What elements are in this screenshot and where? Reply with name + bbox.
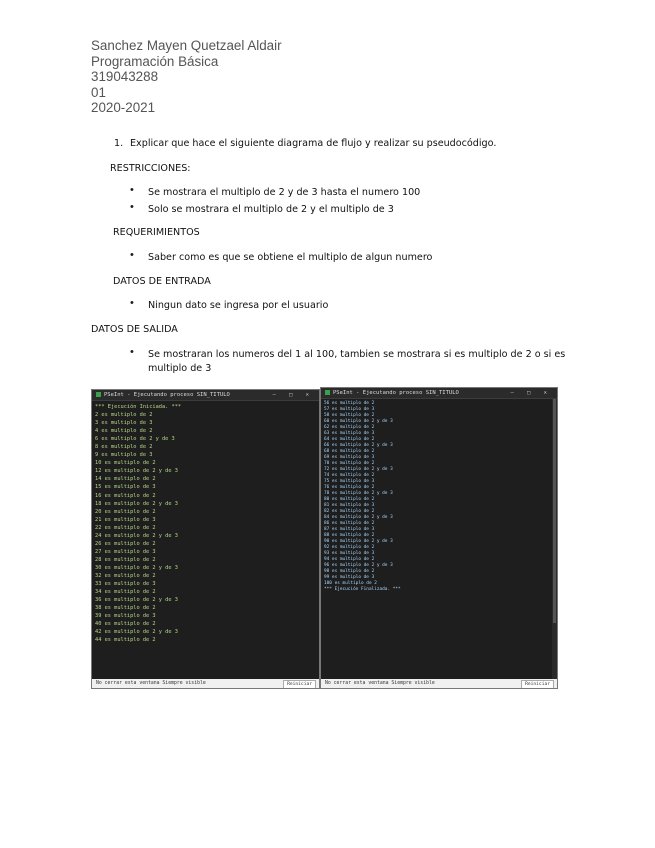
output-line: 96 es multiplo de 2 y de 3 — [324, 562, 393, 568]
output-line: 21 es multiplo de 3 — [95, 516, 156, 523]
output-line: 12 es multiplo de 2 y de 3 — [95, 468, 178, 475]
output-line: 76 es multiplo de 2 — [324, 484, 375, 490]
item-text: Explicar que hace el siguiente diagrama de flujo y realizar su pseudocódigo. — [130, 138, 497, 149]
output-line: 74 es multiplo de 2 — [324, 472, 375, 478]
output-line: 78 es multiplo de 2 y de 3 — [324, 490, 393, 496]
output-line: 58 es multiplo de 2 — [324, 412, 375, 418]
output-line: 64 es multiplo de 2 — [324, 436, 375, 442]
restart-button[interactable]: Reiniciar — [283, 680, 316, 689]
terminal-window-left — [91, 389, 320, 689]
output-line: 75 es multiplo de 3 — [324, 478, 375, 484]
terminal-title: PSeInt - Ejecutando proceso SIN_TITULO — [333, 390, 459, 396]
output-line: 87 es multiplo de 3 — [324, 526, 375, 532]
output-line: 81 es multiplo de 3 — [324, 502, 375, 508]
output-line: 8 es multiplo de 2 — [95, 444, 153, 451]
bullet-icon: • — [130, 249, 134, 261]
status-options[interactable]: No cerrar esta ventana Siempre visible — [325, 681, 435, 686]
output-line: 99 es multiplo de 3 — [324, 574, 375, 580]
output-line: 16 es multiplo de 2 — [95, 492, 156, 499]
entrada-item-1: Ningun dato se ingresa por el usuario — [148, 300, 329, 311]
salida-title: DATOS DE SALIDA — [91, 324, 178, 335]
output-line: 86 es multiplo de 2 — [324, 520, 375, 526]
entrada-title: DATOS DE ENTRADA — [113, 276, 211, 287]
school-year: 2020-2021 — [91, 100, 156, 115]
window-controls[interactable]: — □ ✕ — [272, 392, 314, 398]
terminal-titlebar — [321, 388, 557, 399]
output-line: *** Ejecución Finalizada. *** — [324, 586, 401, 592]
group-number: 01 — [91, 84, 106, 100]
terminal-window-right — [320, 387, 558, 689]
student-name: Sanchez Mayen Quetzael Aldair — [91, 38, 282, 53]
output-line: 33 es multiplo de 3 — [95, 581, 156, 588]
terminal-statusbar — [321, 679, 557, 688]
output-line: 26 es multiplo de 2 — [95, 540, 156, 547]
app-icon — [325, 390, 330, 395]
output-line: 42 es multiplo de 2 y de 3 — [95, 629, 178, 636]
bullet-icon: • — [130, 297, 134, 309]
requerimientos-title: REQUERIMIENTOS — [113, 227, 200, 238]
output-line: 88 es multiplo de 2 — [324, 532, 375, 538]
salida-item-1: Se mostraran los numeros del 1 al 100, tambien se mostrara si es multiplo de 2 o si es multiplo de 3 — [148, 349, 566, 374]
scrollbar[interactable] — [552, 399, 557, 679]
output-line: 39 es multiplo de 3 — [95, 613, 156, 620]
item-number: 1. — [114, 138, 124, 149]
output-line: 94 es multiplo de 2 — [324, 556, 375, 562]
output-line: 10 es multiplo de 2 — [95, 460, 156, 467]
output-line: 32 es multiplo de 2 — [95, 572, 156, 579]
requerimiento-item-1: Saber como es que se obtiene el multiplo de algun numero — [148, 252, 433, 263]
output-line: 84 es multiplo de 2 y de 3 — [324, 514, 393, 520]
output-line: 92 es multiplo de 2 — [324, 544, 375, 550]
output-line: 2 es multiplo de 2 — [95, 412, 153, 419]
terminal-statusbar — [92, 679, 319, 688]
output-line: 63 es multiplo de 3 — [324, 430, 375, 436]
output-line: 70 es multiplo de 2 — [324, 460, 375, 466]
output-line: 40 es multiplo de 2 — [95, 621, 156, 628]
output-line: 68 es multiplo de 2 — [324, 448, 375, 454]
output-line: 15 es multiplo de 3 — [95, 484, 156, 491]
output-line: 20 es multiplo de 2 — [95, 508, 156, 515]
output-line: 66 es multiplo de 2 y de 3 — [324, 442, 393, 448]
output-line: 57 es multiplo de 3 — [324, 406, 375, 412]
bullet-icon: • — [130, 201, 134, 213]
output-line: 38 es multiplo de 2 — [95, 605, 156, 612]
terminal-title: PSeInt - Ejecutando proceso SIN_TITULO — [104, 392, 230, 398]
output-line: 56 es multiplo de 2 — [324, 401, 375, 406]
restart-button[interactable]: Reiniciar — [521, 680, 554, 689]
output-line: 9 es multiplo de 3 — [95, 452, 153, 459]
output-line: 34 es multiplo de 2 — [95, 589, 156, 596]
output-line: 80 es multiplo de 2 — [324, 496, 375, 502]
output-line: 72 es multiplo de 2 y de 3 — [324, 466, 393, 472]
output-line: 98 es multiplo de 2 — [324, 568, 375, 574]
output-line: 93 es multiplo de 3 — [324, 550, 375, 556]
restriccion-item-2: Solo se mostrara el multiplo de 2 y el multiplo de 3 — [148, 204, 394, 215]
course-name: Programación Básica — [91, 53, 219, 69]
output-line: 44 es multiplo de 2 — [95, 637, 156, 644]
output-line: 14 es multiplo de 2 — [95, 476, 156, 483]
bullet-icon: • — [130, 346, 134, 358]
output-line: 82 es multiplo de 2 — [324, 508, 375, 514]
account-number: 319043288 — [91, 69, 159, 84]
terminal-output — [92, 401, 319, 646]
output-line: 24 es multiplo de 2 y de 3 — [95, 532, 178, 539]
bullet-icon: • — [130, 184, 134, 196]
output-line: 69 es multiplo de 3 — [324, 454, 375, 460]
output-line: 4 es multiplo de 2 — [95, 428, 153, 435]
output-line: 22 es multiplo de 2 — [95, 524, 156, 531]
terminal-titlebar — [92, 390, 319, 401]
restriccion-item-1: Se mostrara el multiplo de 2 y de 3 hasta el numero 100 — [148, 187, 421, 198]
output-line: 3 es multiplo de 3 — [95, 420, 153, 427]
output-line: 100 es multiplo de 2 — [324, 580, 377, 586]
output-line: 18 es multiplo de 2 y de 3 — [95, 500, 178, 507]
output-line: 30 es multiplo de 2 y de 3 — [95, 564, 178, 571]
window-controls[interactable]: — □ ✕ — [510, 390, 552, 396]
app-icon — [96, 392, 101, 397]
output-line: 6 es multiplo de 2 y de 3 — [95, 436, 175, 443]
output-line: 36 es multiplo de 2 y de 3 — [95, 597, 178, 604]
terminal-output — [321, 399, 557, 595]
output-line: 28 es multiplo de 2 — [95, 556, 156, 563]
restricciones-title: RESTRICCIONES: — [110, 163, 191, 174]
output-line: 60 es multiplo de 2 y de 3 — [324, 418, 393, 424]
status-options[interactable]: No cerrar esta ventana Siempre visible — [96, 681, 206, 686]
scrollbar-thumb[interactable] — [553, 399, 556, 623]
output-line: *** Ejecución Iniciada. *** — [95, 404, 182, 410]
output-line: 62 es multiplo de 2 — [324, 424, 375, 430]
document-header — [91, 38, 282, 116]
output-line: 90 es multiplo de 2 y de 3 — [324, 538, 393, 544]
output-line: 27 es multiplo de 3 — [95, 548, 156, 555]
